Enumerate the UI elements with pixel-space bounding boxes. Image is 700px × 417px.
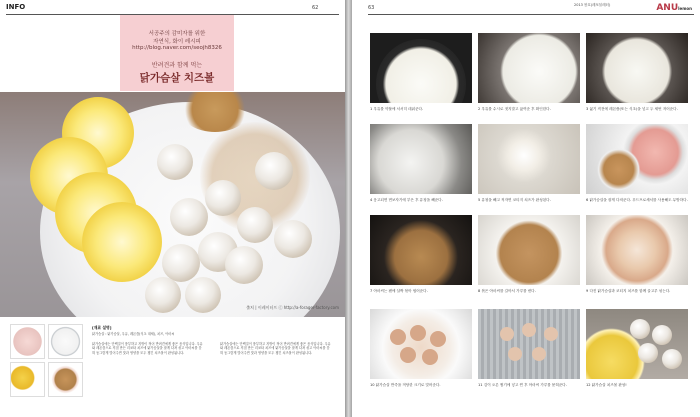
- step-number: 2: [478, 107, 481, 111]
- step-photo: [478, 33, 580, 103]
- cheese-ball: [162, 244, 200, 282]
- finished-ball: [662, 349, 682, 369]
- step-caption-text: 꿇기 직전에 레몬즙(또는 식초)을 넣고 두 세번 저어준다.: [589, 107, 678, 111]
- step-number: 12: [586, 383, 591, 387]
- finished-ball: [630, 319, 650, 339]
- ingredients-heading: [재료 설명]: [92, 325, 112, 330]
- steamed-ball: [500, 327, 514, 341]
- step-caption: [478, 107, 580, 111]
- cheese-ball: [274, 220, 312, 258]
- intro-line-2: 자연식, 화이 레시피: [153, 39, 201, 45]
- step-number: 7: [370, 289, 373, 293]
- ingredient-chicken-photo: [10, 324, 45, 359]
- recipe-title: 닭가슴살 치즈볼: [139, 72, 215, 84]
- step-number: 9: [586, 289, 589, 293]
- raw-ball: [390, 329, 406, 345]
- cheese-ball: [205, 180, 241, 216]
- step-card: [586, 124, 688, 202]
- cheese-ball: [145, 277, 181, 313]
- raw-ball: [430, 331, 446, 347]
- step-caption-text: 닭가슴살을 잘게 다져준다. 푸드프로세서를 사용해도 무방하다.: [589, 198, 688, 202]
- brand-logo: [656, 3, 692, 13]
- finished-ball: [652, 325, 672, 345]
- intro-line-1: 서공주의 감미자를 위한: [148, 31, 206, 37]
- step-caption: [586, 107, 688, 111]
- photo-credit: 출처 | 이레이터프 ⓒ http://a-forager-factory.com: [246, 305, 339, 310]
- step-photo: [370, 309, 472, 379]
- step-photo: [586, 309, 688, 379]
- cheese-ball: [185, 277, 221, 313]
- lemon-slice: [82, 202, 162, 282]
- blog-url[interactable]: http://blog.naver.com/seojh8326: [132, 45, 222, 51]
- step-card: [370, 215, 472, 293]
- cheese-ball: [170, 198, 208, 236]
- ingredients-line: 닭가슴살 : 닭가슴살, 우유, 레몬즙(식초 대체), 치즈, 아마씨: [92, 332, 175, 336]
- issue-label: 2013 봄호(레포블레터): [574, 3, 611, 7]
- brand-name: ANU: [656, 3, 679, 13]
- pan-with-milk: [376, 39, 466, 103]
- step-caption-text: 응고되면 면보자기에 부은 후 유청을 빼준다.: [373, 198, 443, 202]
- step-caption: [586, 289, 688, 293]
- step-photo: [586, 215, 688, 285]
- cheese-ball: [255, 152, 293, 190]
- step-number: 3: [586, 107, 589, 111]
- left-page-number: 62: [312, 5, 319, 11]
- step-card: [370, 124, 472, 202]
- step-photo: [370, 124, 472, 194]
- spread-gutter: [345, 0, 352, 417]
- raw-ball: [400, 347, 416, 363]
- step-number: 1: [370, 107, 373, 111]
- step-photo: [478, 215, 580, 285]
- step-caption: [586, 383, 688, 387]
- step-number: 5: [478, 198, 481, 202]
- step-photo: [370, 33, 472, 103]
- step-card: [478, 33, 580, 111]
- step-caption: [586, 198, 688, 202]
- step-caption-text: 유청을 빼고 직자면 코티지 치즈가 완성된다.: [481, 198, 551, 202]
- step-card: [370, 309, 472, 387]
- recipe-subtitle: 반려견과 함께 먹는: [151, 62, 203, 69]
- step-card: [478, 215, 580, 293]
- step-number: 4: [370, 198, 373, 202]
- step-number: 10: [370, 383, 375, 387]
- step-caption: [370, 383, 472, 387]
- step-card: [478, 124, 580, 202]
- step-photo: [478, 124, 580, 194]
- step-caption: [478, 383, 580, 387]
- step-card: [370, 33, 472, 111]
- cheese-ball: [237, 207, 273, 243]
- section-label: INFO: [6, 3, 26, 11]
- cheese-ball: [225, 246, 263, 284]
- step-caption: [370, 198, 472, 202]
- ingredient-milk-photo: [48, 324, 83, 359]
- step-card: [586, 33, 688, 111]
- step-caption: [478, 289, 580, 293]
- step-photo: [478, 309, 580, 379]
- header-rule: [368, 14, 694, 15]
- step-caption-text: 닭가슴살 반죽을 적당한 크기로 빚어준다.: [375, 383, 441, 387]
- step-number: 8: [478, 289, 481, 293]
- step-caption-text: 김이 오른 찜기에 넣고 찐 후 아마씨 가루를 묻혀준다.: [483, 383, 567, 387]
- raw-ball: [410, 325, 426, 341]
- step-card: [478, 309, 580, 387]
- right-page: [352, 0, 700, 417]
- step-card: [586, 309, 688, 387]
- step-caption-text: 다진 닭가슴살과 코티지 치즈를 함께 골고루 섞는다.: [589, 289, 671, 293]
- title-box: [120, 15, 234, 91]
- step-caption: [478, 198, 580, 202]
- step-photo: [370, 215, 472, 285]
- step-caption-text: 우유를 약불에 서서히 데워준다.: [373, 107, 424, 111]
- cheese-ball: [157, 144, 193, 180]
- step-photo: [586, 124, 688, 194]
- body-text-col-2: 닭가슴살에는 단백질이 풍부하고 지방이 적어 반려견에게 좋은 음식입니다. 우유와 레몬즙으로 직접 만든 리코타 치즈에 닭가슴살을 잘게 다져 섞고 아마씨를 묻혀 동그랗게 빚어주면 맛과 영양을 모두 챙긴 치즈볼이 완성됩니다.: [220, 342, 331, 355]
- steamed-ball: [522, 323, 536, 337]
- right-page-number: 63: [368, 5, 375, 11]
- steamed-ball: [544, 327, 558, 341]
- brand-sub: lemon: [678, 6, 692, 11]
- step-number: 11: [478, 383, 483, 387]
- step-card: [586, 215, 688, 293]
- finished-ball: [638, 343, 658, 363]
- step-photo: [586, 33, 688, 103]
- step-caption-text: 아마씨는 팬에 살짝 볶아 씹어준다.: [373, 289, 428, 293]
- steamed-ball: [508, 347, 522, 361]
- step-caption-text: 닭가슴살 치즈볼 완성!: [591, 383, 627, 387]
- step-caption: [370, 289, 472, 293]
- left-page: [0, 0, 345, 417]
- main-photo: [0, 92, 345, 317]
- step-number: 6: [586, 198, 589, 202]
- steamed-ball: [532, 347, 546, 361]
- ingredient-lemon-photo: [10, 362, 45, 397]
- step-caption-text: 볶은 아마씨를 갈아서 가루를 낸다.: [481, 289, 536, 293]
- step-caption: [370, 107, 472, 111]
- body-text-col-1: 닭가슴살에는 단백질이 풍부하고 지방이 적어 반려견에게 좋은 음식입니다. 우유와 레몬즙으로 직접 만든 리코타 치즈에 닭가슴살을 잘게 다져 섞고 아마씨를 묻혀 동그랗게 빚어주면 맛과 영양을 모두 챙긴 치즈볼이 완성됩니다.: [92, 342, 203, 355]
- ingredient-flaxseed-photo: [48, 362, 83, 397]
- raw-ball: [422, 349, 438, 365]
- step-caption-text: 우유를 수시로 젓지말고 끓여준 후 확인한다.: [481, 107, 551, 111]
